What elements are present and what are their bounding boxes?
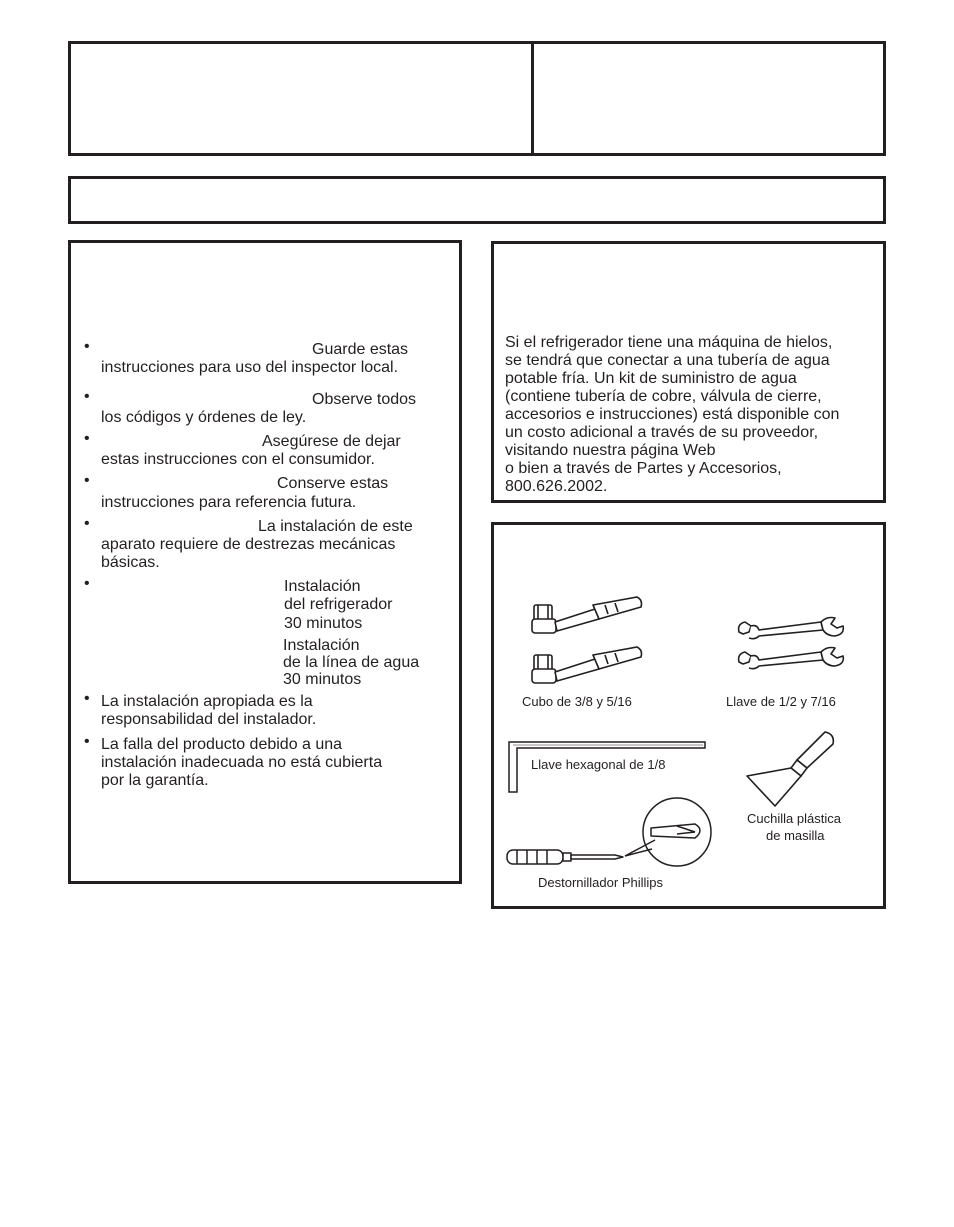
bullet-dot: • [84, 338, 90, 355]
bullet-6-line-2: del refrigerador [284, 596, 393, 613]
putty-knife-icon [745, 730, 840, 810]
bullet-3-line-2: estas instrucciones con el consumidor. [101, 451, 375, 468]
water-line-6: un costo adicional a través de su proveedor, [505, 424, 819, 441]
bullet-6-line-5: de la línea de agua [283, 654, 420, 671]
bullet-7-line-1: La instalación apropiada es la [101, 693, 313, 710]
bullet-4-line-2: instrucciones para referencia futura. [101, 494, 357, 511]
bullet-8-line-2: instalación inadecuada no está cubierta [101, 754, 383, 771]
bullet-5-line-3: básicas. [101, 554, 160, 571]
section-banner [68, 176, 886, 224]
water-line-4: (contiene tubería de cobre, válvula de cierre, [505, 388, 822, 405]
water-line-2: se tendrá que conectar a una tubería de agua [505, 352, 830, 369]
water-line-1: Si el refrigerador tiene una máquina de hielos, [505, 334, 833, 351]
bullet-4-line-1: Conserve estas [277, 475, 389, 492]
water-line-8: o bien a través de Partes y Accesorios, [505, 460, 782, 477]
bullet-dot: • [84, 515, 90, 532]
bullet-dot: • [84, 430, 90, 447]
header-side-box [531, 41, 886, 156]
bullet-6-line-4: Instalación [283, 637, 360, 654]
bullet-5-line-1: La instalación de este [258, 518, 413, 535]
bullet-dot: • [84, 690, 90, 707]
hex-key-caption: Llave hexagonal de 1/8 [531, 757, 666, 772]
bullet-2-line-1: Observe todos [312, 391, 417, 408]
socket-caption: Cubo de 3/8 y 5/16 [522, 694, 632, 709]
bullet-2-line-2: los códigos y órdenes de ley. [101, 409, 307, 426]
putty-knife-caption-1: Cuchilla plástica [747, 811, 841, 826]
bullet-dot: • [84, 388, 90, 405]
water-line-9: 800.626.2002. [505, 478, 608, 495]
bullet-1-line-2: instrucciones para uso del inspector local. [101, 359, 399, 376]
bullet-3-line-1: Asegúrese de dejar [262, 433, 401, 450]
screwdriver-caption: Destornillador Phillips [538, 875, 663, 890]
bullet-6-line-6: 30 minutos [283, 671, 362, 688]
bullet-5-line-2: aparato requiere de destrezas mecánicas [101, 536, 396, 553]
bullet-6-line-1: Instalación [284, 578, 361, 595]
water-line-7: visitando nuestra página Web [505, 442, 716, 459]
phillips-screwdriver-icon [505, 796, 720, 872]
header-title-box [68, 41, 534, 156]
bullet-1-line-1: Guarde estas [312, 341, 409, 358]
open-end-wrench-icon [735, 614, 850, 684]
water-line-5: accesorios e instrucciones) está disponible con [505, 406, 840, 423]
bullet-dot: • [84, 472, 90, 489]
bullet-8-line-1: La falla del producto debido a una [101, 736, 343, 753]
water-line-3: potable fría. Un kit de suministro de agua [505, 370, 797, 387]
socket-wrench-icon [525, 595, 650, 695]
wrench-caption: Llave de 1/2 y 7/16 [726, 694, 836, 709]
water-supply-text [505, 334, 875, 496]
bullet-dot: • [84, 575, 90, 592]
bullet-dot: • [84, 733, 90, 750]
putty-knife-caption-2: de masilla [766, 828, 825, 843]
bullet-7-line-2: responsabilidad del instalador. [101, 711, 317, 728]
bullet-6-line-3: 30 minutos [284, 615, 363, 632]
bullet-8-line-3: por la garantía. [101, 772, 209, 789]
